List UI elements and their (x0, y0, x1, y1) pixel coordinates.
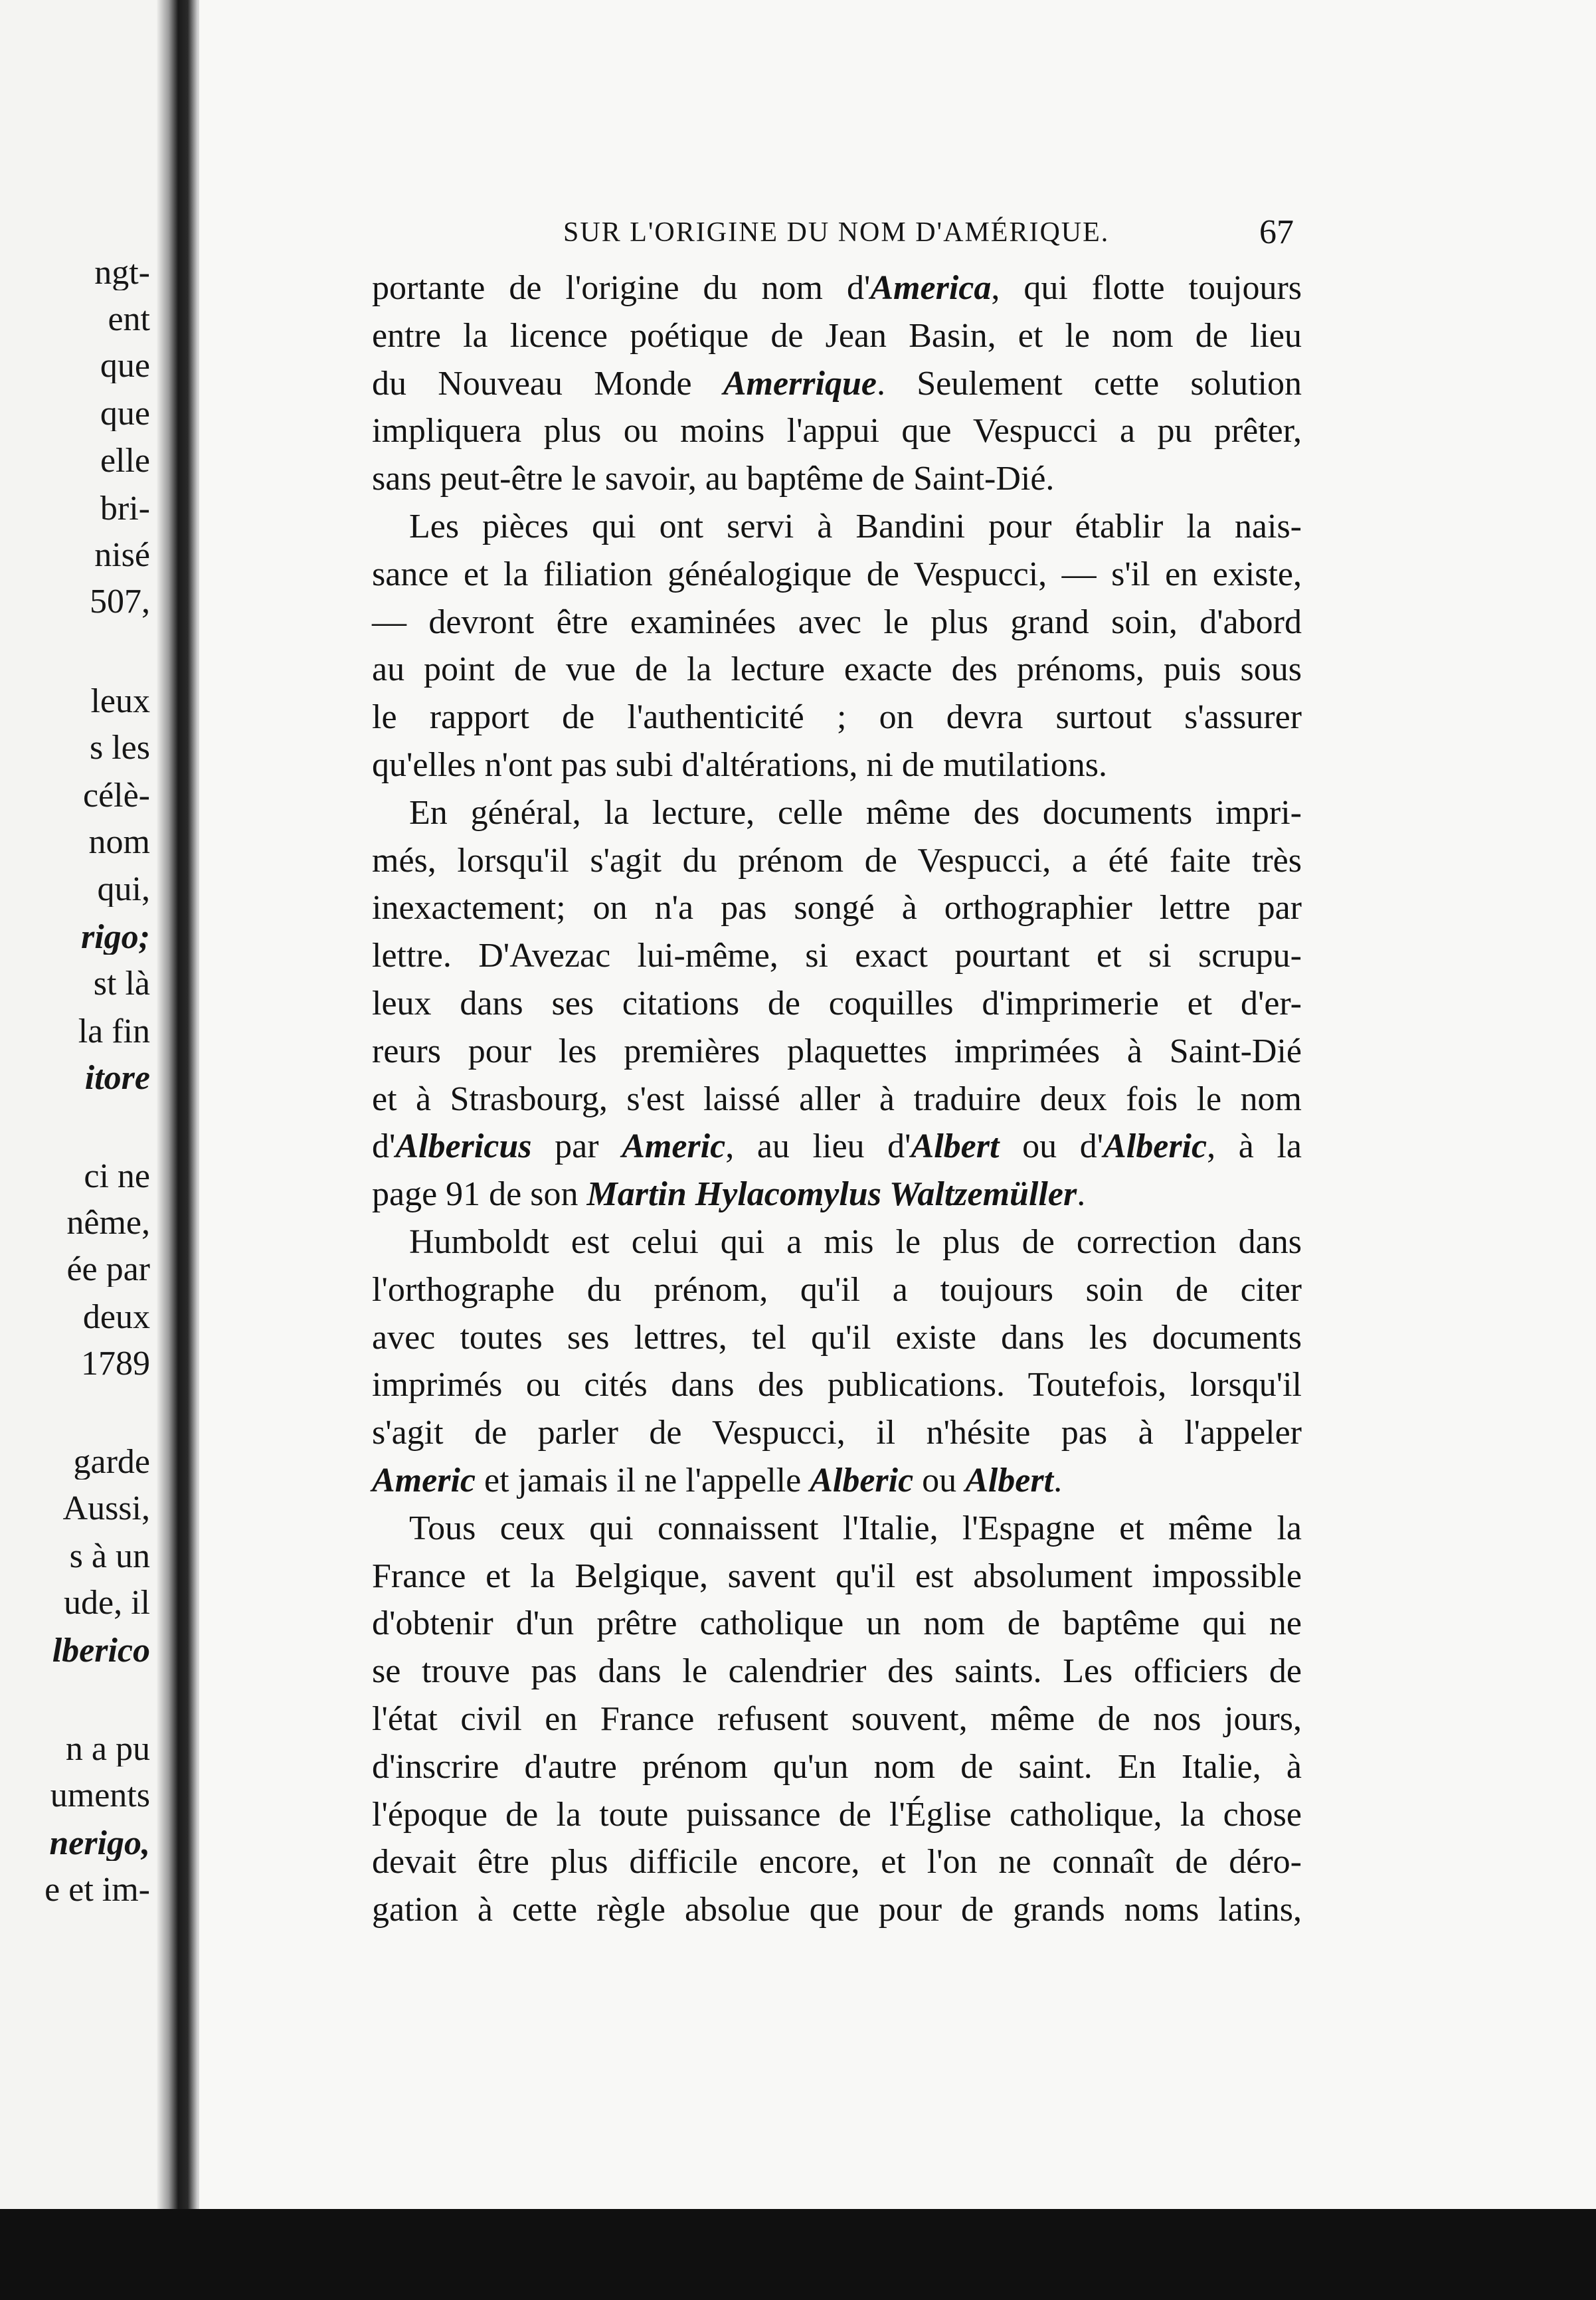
text-run: ou (913, 1461, 966, 1499)
text-run: inexactement; on n'a pas songé à orthographier lettre par (372, 889, 1302, 927)
text-line (372, 741, 1302, 789)
italic-term: Alberic (1103, 1127, 1207, 1166)
italic-term: Amerrique (723, 364, 877, 403)
text-run: impliquera plus ou moins l'appui que Vespucci a pu prêter, (372, 412, 1302, 450)
text-run: portante de l'origine du nom d' (372, 269, 871, 307)
left-page-line: rigo; (81, 920, 150, 955)
text-line (372, 1886, 1302, 1934)
text-line (372, 1695, 1302, 1743)
text-line (372, 503, 1302, 551)
text-run: page 91 de son (372, 1175, 587, 1214)
left-page-line: nisé (94, 538, 150, 573)
left-page-line: lberico (52, 1634, 150, 1668)
text-line (372, 1409, 1302, 1457)
text-run: lettre. D'Avezac lui-même, si exact pourtant et si scrupu- (372, 937, 1302, 975)
text-run: l'époque de la toute puissance de l'Église catholique, la chose (372, 1795, 1302, 1834)
italic-term: Martin Hylacomylus Waltzemüller (586, 1175, 1077, 1214)
left-page-line: s les (90, 731, 150, 765)
text-run: et jamais il ne l'appelle (475, 1461, 810, 1499)
left-page-line: qui, (97, 872, 150, 907)
text-line (372, 1743, 1302, 1791)
text-run: gation à cette règle absolue que pour de grands noms latins, (372, 1891, 1302, 1929)
text-line (372, 1505, 1302, 1553)
text-run: , à la (1207, 1127, 1302, 1166)
text-line (372, 1171, 1302, 1218)
text-run: més, lorsqu'il s'agit du prénom de Vespucci, a été faite très (372, 841, 1302, 880)
running-head: SUR L'ORIGINE DU NOM D'AMÉRIQUE. (563, 217, 1110, 248)
text-line (372, 1838, 1302, 1886)
text-run: devait être plus difficile encore, et l'on ne connaît de déro- (372, 1843, 1302, 1881)
text-run: et à Strasbourg, s'est laissé aller à traduire deux fois le nom (372, 1080, 1302, 1118)
text-run: En général, la lecture, celle même des documents impri- (409, 793, 1302, 832)
left-page-line: nom (88, 825, 150, 860)
left-page-line: Aussi, (62, 1491, 150, 1526)
left-page-line: ée par (66, 1252, 150, 1287)
left-page-line: la fin (78, 1014, 150, 1049)
text-run: — devront être examinées avec le plus grand soin, d'abord (372, 603, 1302, 641)
left-page-line: 1789 (81, 1347, 150, 1381)
text-line (372, 312, 1302, 360)
text-line (372, 1076, 1302, 1123)
text-line (372, 1028, 1302, 1076)
text-line (372, 646, 1302, 694)
left-page-line: que (100, 397, 150, 431)
text-run: . (1053, 1461, 1063, 1499)
left-page-line: 507, (90, 585, 150, 619)
italic-term: Alberic (810, 1461, 914, 1499)
book-gutter (157, 0, 205, 2209)
left-page-line: ngt- (94, 256, 150, 290)
text-run: Humboldt est celui qui a mis le plus de correction dans (409, 1222, 1302, 1261)
text-line (372, 1314, 1302, 1362)
text-line (372, 360, 1302, 408)
text-run: sans peut-être le savoir, au baptême de Saint-Dié. (372, 460, 1055, 498)
page-number: 67 (1259, 213, 1294, 251)
text-run: avec toutes ses lettres, tel qu'il existe dans les documents (372, 1318, 1302, 1357)
text-line (372, 1123, 1302, 1171)
left-page-line: s à un (69, 1539, 150, 1574)
text-run: par (531, 1127, 622, 1166)
text-line (372, 1600, 1302, 1648)
text-run: se trouve pas dans le calendrier des saints. Les officiers de (372, 1652, 1302, 1691)
italic-term: America (870, 269, 992, 307)
text-line (372, 980, 1302, 1028)
italic-term: Albert (965, 1461, 1054, 1499)
left-page-line: nerigo, (49, 1826, 150, 1861)
text-line (372, 551, 1302, 599)
text-line (372, 1553, 1302, 1600)
text-run: d'inscrire d'autre prénom qu'un nom de saint. En Italie, à (372, 1747, 1302, 1786)
text-run: d' (372, 1127, 396, 1166)
text-line (372, 264, 1302, 312)
text-line (372, 837, 1302, 885)
text-run: du Nouveau Monde (372, 364, 723, 403)
text-run: . (1077, 1175, 1086, 1214)
left-page-line: célè- (82, 779, 150, 813)
left-page-line: elle (100, 444, 150, 478)
text-run: . Seulement cette solution (876, 364, 1302, 403)
left-page-line: deux (82, 1300, 150, 1335)
text-run: s'agit de parler de Vespucci, il n'hésite pas à l'appeler (372, 1414, 1302, 1452)
left-page-line: itore (84, 1061, 150, 1096)
text-run: leux dans ses citations de coquilles d'imprimerie et d'er- (372, 984, 1302, 1022)
text-line (372, 1648, 1302, 1695)
text-line (372, 884, 1302, 932)
left-page-line: ude, il (64, 1586, 150, 1620)
text-line (372, 599, 1302, 646)
left-page-line: leux (90, 684, 150, 719)
italic-term: Americ (622, 1127, 726, 1166)
text-line (372, 1791, 1302, 1839)
text-run: sance et la filiation généalogique de Vespucci, — s'il en existe, (372, 555, 1302, 593)
scan-border (0, 2209, 1596, 2300)
left-page-line: n a pu (65, 1732, 150, 1767)
text-line (372, 407, 1302, 455)
text-run: reurs pour les premières plaquettes imprimées à Saint-Dié (372, 1032, 1302, 1070)
left-page-line: garde (73, 1445, 150, 1480)
left-page-line: bri- (100, 492, 150, 526)
text-line (372, 694, 1302, 741)
text-line (372, 1266, 1302, 1314)
text-run: l'état civil en France refusent souvent, même de nos jours, (372, 1699, 1302, 1738)
text-run: l'orthographe du prénom, qu'il a toujours soin de citer (372, 1270, 1302, 1309)
text-run: entre la licence poétique de Jean Basin, et le nom de lieu (372, 316, 1302, 355)
text-line (372, 789, 1302, 837)
text-line (372, 1361, 1302, 1409)
left-page-line: que (100, 349, 150, 383)
left-page-line: nême, (66, 1206, 150, 1240)
italic-term: Albericus (395, 1127, 532, 1166)
left-page-line: st là (93, 967, 150, 1001)
text-run: qu'elles n'ont pas subi d'altérations, ni de mutilations. (372, 745, 1107, 784)
text-run: ou d' (999, 1127, 1104, 1166)
text-run: le rapport de l'authenticité ; on devra surtout s'assurer (372, 698, 1302, 737)
left-page-line: ci ne (84, 1159, 150, 1194)
text-run: Les pièces qui ont servi à Bandini pour établir la nais- (409, 507, 1302, 545)
italic-term: Americ (372, 1461, 476, 1499)
text-run: France et la Belgique, savent qu'il est absolument impossible (372, 1557, 1302, 1595)
text-run: , qui flotte toujours (991, 269, 1302, 307)
body-text (372, 264, 1302, 1934)
text-run: Tous ceux qui connaissent l'Italie, l'Espagne et même la (409, 1509, 1302, 1547)
left-page-line: ent (108, 302, 150, 337)
page-header (563, 213, 1294, 256)
text-run: , au lieu d' (725, 1127, 911, 1166)
text-run: au point de vue de la lecture exacte des prénoms, puis sous (372, 650, 1302, 689)
text-run: d'obtenir d'un prêtre catholique un nom de baptême qui ne (372, 1604, 1302, 1643)
left-page-line: e et im- (44, 1873, 150, 1907)
left-page-line: uments (50, 1778, 150, 1813)
text-line (372, 1457, 1302, 1505)
text-line (372, 1218, 1302, 1266)
text-line (372, 932, 1302, 980)
italic-term: Albert (911, 1127, 1000, 1166)
text-run: imprimés ou cités dans des publications. Toutefois, lorsqu'il (372, 1366, 1302, 1404)
text-line (372, 455, 1302, 503)
